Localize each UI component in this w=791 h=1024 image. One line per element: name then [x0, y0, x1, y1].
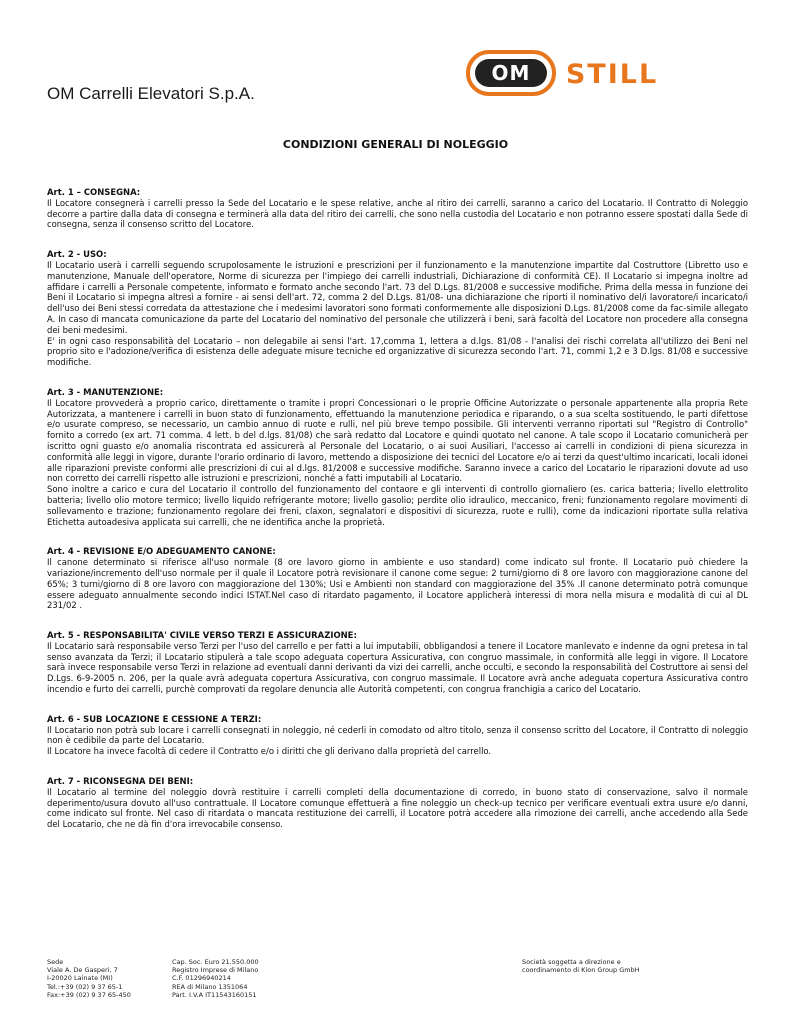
- article-7: [47, 776, 748, 830]
- footer-line: Fax:+39 (02) 9 37 65-450: [47, 990, 131, 999]
- company-name: OM Carrelli Elevatori S.p.A.: [47, 84, 255, 103]
- om-still-logo: [466, 50, 664, 96]
- article-paragraph: Il Locatore consegnerà i carrelli presso la Sede del Locatario e le spese relative, anche al ritiro dei carrelli, saranno a carico del Locatario. Il Contratto di Noleggio decorre a partire dalla data di consegna e terminerà alla data del ritiro dei carrelli, che sono nella custodia del Locatario e non potranno essere spostati dalla Sede di consegna, senza il consenso scritto del Locatore.: [47, 197, 748, 230]
- logo-still-text: STILL: [565, 59, 659, 90]
- article-paragraph: Il Locatario al termine del noleggio dovrà restituire i carrelli completi della documentazione di corredo, in buono stato di conservazione, salvo il normale deperimento/usura dovuto all'uso contrattuale. Il Locatore comunque effettuerà a fine noleggio un check-up tecnico per verificare eventuali extra usure e/o danni, come indicato sul fronte. Nel caso di ritardata o mancata restituzione dei carrelli, il Locatore potrà accedere alla rimozione dei carrelli, anche accedendo alla Sede del Locatario, che ne dà fin d'ora irrevocabile consenso.: [47, 786, 748, 830]
- footer-line: REA di Milano 1351064: [172, 982, 248, 991]
- footer-line: I-20020 Lainate (MI): [47, 974, 113, 983]
- article-paragraph: Il Locatario userà i carrelli seguendo scrupolosamente le istruzioni e prescrizioni per il funzionamento e la manutenzione impartite dal Costruttore (Libretto uso e manutenzione, Manuale dell'operatore, Norme di sicurezza per l'impiego dei carrelli industriali, Dichiarazione di conformità CE). Il Locatario si impegna inoltre ad affidare i carrelli a Personale competente, informato e formato anche secondo l'art. 73 del D.Lgs. 81/2008 e successive modifiche. Prima della messa in funzione dei Beni il Locatario si impegna altresì a fornire - ai sensi dell'art. 72, comma 2 del D.Lgs. 81/08- una dichiarazione che riporti il nominativo del/i lavoratore/i incaricato/i dell'uso dei Beni stessi corredata da attestazione che i medesimi lavoratori sono formati conformemente alle disposizioni D.Lgs. 81/2008 come da fac-simile allegato A. In caso di mancata comunicazione da parte del Locatario del nominativo del personale che utilizzerà i beni, sarà facoltà del Locatore non procedere alla consegna dei beni medesimi.: [47, 259, 748, 335]
- footer-line: Società soggetta a direzione e: [522, 958, 621, 966]
- footer-line: coordinamento di Kion Group GmbH: [522, 966, 640, 975]
- article-3: [47, 387, 748, 527]
- article-6: [47, 714, 748, 757]
- footer-line: Sede: [47, 958, 64, 966]
- footer-address: [47, 958, 131, 999]
- article-title: Art. 5 - RESPONSABILITA' CIVILE VERSO TERZI E ASSICURAZIONE:: [47, 630, 357, 641]
- article-5: [47, 630, 748, 695]
- article-paragraph: Sono inoltre a carico e cura del Locatario il controllo del funzionamento del contaore e gli interventi di controllo giornaliero (es. carica batteria; livello elettrolito batteria; livello olio motore termico; livello liquido refrigerante motore; livello gasolio; perdite olio idraulico, meccanico, freni; funzionamento regolare movimenti di sollevamento e trazione; funzionamento regolare dei freni, claxon, segnalatori e dispositivi di sicurezza, ruote e rulli), come da indicazioni riportate sulla relativa Etichetta autoadesiva applicata sui carrelli, che ne identifica anche la proprietà.: [47, 484, 748, 527]
- article-title: Art. 7 - RICONSEGNA DEI BENI:: [47, 776, 194, 787]
- article-4: [47, 546, 748, 611]
- article-1: [47, 187, 748, 230]
- footer-line: Cap. Soc. Euro 21.550.000: [172, 958, 259, 966]
- article-paragraph: Il Locatore provvederà a proprio carico, direttamente o tramite i propri Concessionari o le proprie Officine Autorizzate o personale appartenente alla propria Rete Autorizzata, a mantenere i carrelli in buon stato di funzionamento, effettuando la manutenzione periodica e riparando, o a sua scelta sostituendo, le parti difettose e/o usurate compreso, se necessario, un cambio annuo di ruote e rulli, nel più breve tempo possibile. Gli interventi verranno riportati sul "Registro di Controllo" fornito a corredo (ex art. 71 comma. 4 lett. b del d.lgs. 81/08) che sarà redatto dal Locatore e quindi quotato nel canone. A tale scopo il Locatario comunicherà per iscritto ogni guasto e/o anomalia riscontrata ed assicurerà al Personale del Locatario, o ai suoi Ausiliari, l'accesso ai carrelli in condizioni di piena sicurezza in conformità alle leggi in vigore, durante l'orario ordinario di lavoro, mettendo a disposizione dei tecnici del Locatore e/o ai terzi da quest'ultimo incaricati, locali idonei alle riparazioni previste conformi alle prescrizioni di cui al d.lgs. 81/2008 e successive modifiche. Saranno invece a carico del Locatario le riparazioni dovute ad uso non corretto dei carrelli rispetto alle istruzioni e prescrizioni, nonché a fatti imputabili al Locatario.: [47, 397, 748, 484]
- footer-line: C.F. 01296940214: [172, 974, 231, 983]
- article-paragraph: Il Locatario non potrà sub locare i carrelli consegnati in noleggio, né cederli in comodato od altro titolo, senza il consenso scritto del Locatore, il Contratto di noleggio non è cedibile da parte del Locatario.: [47, 724, 748, 746]
- article-paragraph: E' in ogni caso responsabilità del Locatario – non delegabile ai sensi l'art. 17,comma 1, lettera a d.lgs. 81/08 - l'analisi dei rischi correlata all'utilizzo dei Beni nel proprio sito e l'adozione/verifica di esistenza delle adeguate misure tecniche ed organizzative di sicurezza secondo l'art. 71, commi 1,2 e 3 D.lgs. 81/08 e successive modifiche.: [47, 335, 748, 368]
- article-paragraph: Il Locatore ha invece facoltà di cedere il Contratto e/o i diritti che gli derivano dalla proprietà del carrello.: [47, 746, 492, 757]
- article-title: Art. 6 - SUB LOCAZIONE E CESSIONE A TERZI:: [47, 713, 262, 724]
- article-paragraph: Il Locatario sarà responsabile verso Terzi per l'uso del carrello e per fatti a lui imputabili, obbligandosi a tenere il Locatore manlevato e indenne da ogni pretesa in tal senso avanzata da Terzi; il Locatario stipulerà a tale scopo adeguata copertura Assicurativa, con congruo massimale, in conformità alle leggi in vigore. Il Locatore sarà invece responsabile verso Terzi in relazione ad eventuali danni derivanti da vizi dei carrelli, anche occulti, e secondo la responsabilità del Costruttore ai sensi del D.Lgs. 6-9-2005 n. 206, per la quale avrà adeguata copertura Assicurativa, con congruo massimale. Il Locatore avrà anche adeguata copertura Assicurativa contro incendio e furto dei carrelli, purchè comprovati da regolare denuncia alle Autorità competenti, con congrua franchigia a carico del Locatario.: [47, 640, 748, 695]
- article-title: Art. 2 - USO:: [47, 249, 107, 260]
- footer-line: Part. I.V.A IT11543160151: [172, 990, 257, 999]
- footer-line: Registro Imprese di Milano: [172, 966, 259, 975]
- article-2: [47, 249, 748, 368]
- articles-container: [47, 187, 748, 849]
- article-paragraph: Il canone determinato si riferisce all'uso normale (8 ore lavoro giorno in ambiente e uso standard) come indicato sul fronte. Il Locatario può chiedere la variazione/incremento dell'uso normale per il quale il Locatore potrà revisionare il canone come segue: 2 turni/giorno di 8 ore lavoro con maggiorazione canone del 65%; 3 turni/giorno di 8 ore lavoro con maggiorazione del 130%; Usi e Ambienti non standard con maggiorazione del 35% .Il canone determinato potrà comunque essere adeguato annualmente secondo indici ISTAT.Nel caso di ritardato pagamento, il Locatore applicherà interessi di mora nella misura e modalità di cui al DL 231/02 .: [47, 557, 748, 611]
- footer-registry: [172, 958, 259, 999]
- footer-line: Tel.:+39 (02) 9 37 65-1: [47, 982, 123, 991]
- article-title: Art. 1 – CONSEGNA:: [47, 187, 141, 197]
- article-title: Art. 4 - REVISIONE E/O ADEGUAMENTO CANONE:: [47, 546, 276, 557]
- article-title: Art. 3 - MANUTENZIONE:: [47, 386, 164, 397]
- footer-group: [522, 958, 640, 974]
- document-title: CONDIZIONI GENERALI DI NOLEGGIO: [282, 138, 509, 151]
- footer-line: Viale A. De Gasperi, 7: [47, 966, 118, 975]
- logo-om-text: OM: [491, 61, 531, 85]
